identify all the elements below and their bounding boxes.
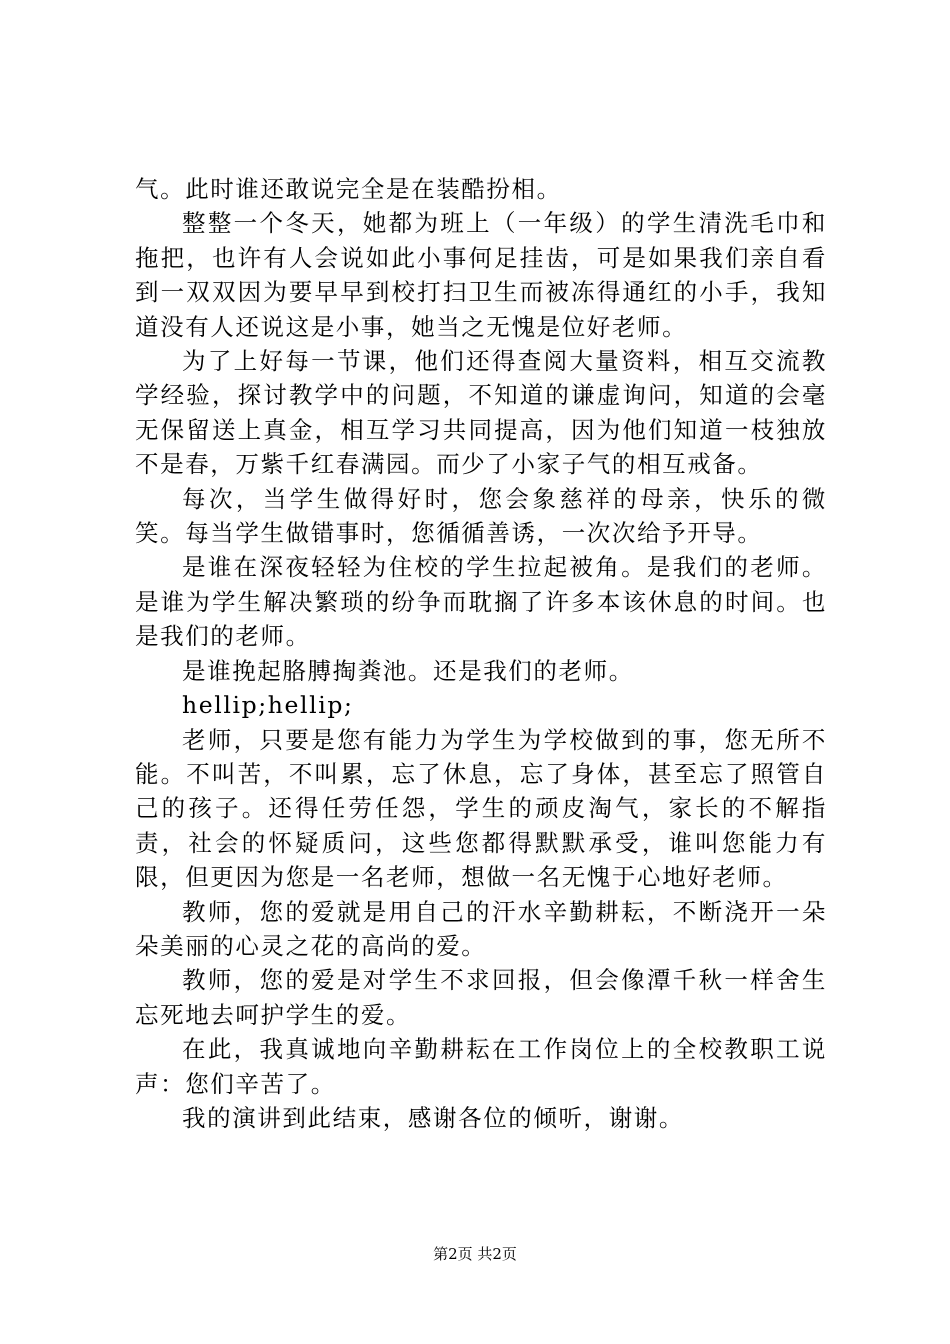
paragraph-1: 气。此时谁还敢说完全是在装酷扮相。	[135, 175, 562, 203]
page-number-footer: 第2页 共2页	[433, 1245, 517, 1263]
paragraph-11: 在此，我真诚地向辛勤耕耘在工作岗位上的全校教职工说声：您们辛苦了。	[135, 1035, 827, 1098]
paragraph-4: 每次，当学生做得好时，您会象慈祥的母亲，快乐的微笑。每当学生做错事时，您循循善诱，一次次给予开导。	[135, 484, 827, 548]
paragraph-7: hellip;hellip;	[182, 691, 354, 720]
paragraph-10: 教师，您的爱是对学生不求回报，但会像潭千秋一样舍生忘死地去呵护学生的爱。	[135, 966, 827, 1029]
paragraph-8: 老师，只要是您有能力为学生为学校做到的事，您无所不能。不叫苦，不叫累，忘了休息，忘了身体，甚至忘了照管自己的孩子。还得任劳任怨，学生的顽皮淘气，家长的不解指责，社会的怀疑质问，这些您都得默默承受，谁叫您能力有限，但更因为您是一名老师，想做一名无愧于心地好老师。	[135, 725, 827, 892]
paragraph-3: 为了上好每一节课，他们还得查阅大量资料，相互交流教学经验，探讨教学中的问题，不知道的谦虚询问，知道的会毫无保留送上真金，相互学习共同提高，因为他们知道一枝独放不是春，万紫千红春满园。而少了小家子气的相互戒备。	[135, 347, 827, 479]
paragraph-12: 我的演讲到此结束，感谢各位的倾听，谢谢。	[182, 1103, 684, 1132]
paragraph-9: 教师，您的爱就是用自己的汗水辛勤耕耘，不断浇开一朵朵美丽的心灵之花的高尚的爱。	[135, 897, 827, 960]
paragraph-5: 是谁在深夜轻轻为住校的学生拉起被角。是我们的老师。是谁为学生解决繁琐的纷争而耽搁了许多本该休息的时间。也是我们的老师。	[135, 553, 827, 651]
paragraph-6: 是谁挽起胳膊掏粪池。还是我们的老师。	[182, 656, 634, 685]
document-body	[135, 172, 827, 1135]
paragraph-2: 整整一个冬天，她都为班上（一年级）的学生清洗毛巾和拖把，也许有人会说如此小事何足挂齿，可是如果我们亲自看到一双双因为要早早到校打扫卫生而被冻得通红的小手，我知道没有人还说这是小事，她当之无愧是位好老师。	[135, 209, 827, 341]
